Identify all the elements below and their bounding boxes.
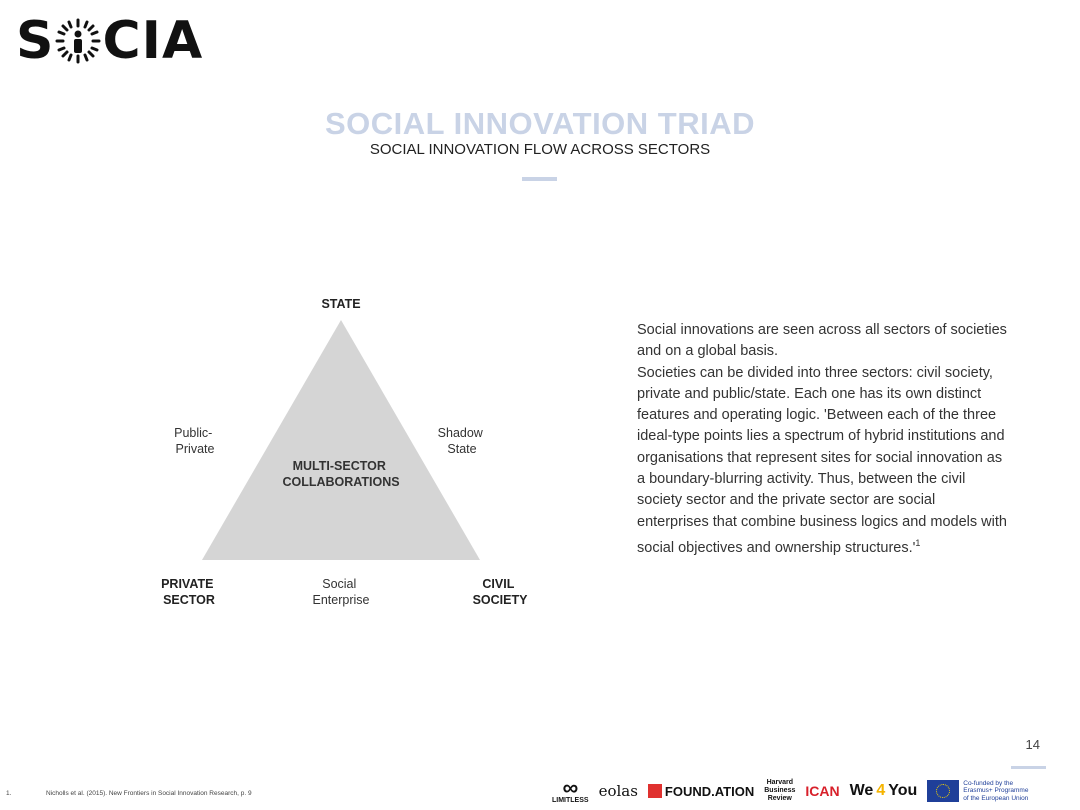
footnote (6, 790, 252, 797)
body-paragraph-1: Social innovations are seen across all sectors of societies and on a global basis. (637, 322, 1007, 360)
eu-flag-icon (927, 780, 959, 802)
social-innovation-triad-diagram (150, 288, 550, 618)
page-subtitle: SOCIAL INNOVATION FLOW ACROSS SECTORS (369, 141, 711, 158)
footnote-reference: 1 (915, 537, 921, 548)
label-state: STATE (321, 297, 361, 311)
label-civil-society: CIVIL SOCIETY (472, 577, 528, 607)
eolas-logo: eolas (598, 782, 638, 800)
page-number: 14 (1025, 737, 1040, 752)
partner-logos (552, 774, 1076, 808)
triad-triangle (202, 320, 480, 560)
footnote-number: 1. (6, 790, 12, 797)
ican-logo: ICAN (805, 783, 840, 799)
logo-text-left: S (16, 11, 55, 71)
socia-logo (16, 11, 204, 71)
infinity-icon: ∞ (562, 774, 579, 800)
page-title: SOCIAL INNOVATION TRIAD (325, 106, 755, 141)
label-shadow-state: Shadow State (437, 426, 483, 456)
title-divider (522, 177, 557, 181)
footnote-text: Nicholls et al. (2015). New Frontiers in Social Innovation Research, p. 9 (46, 790, 252, 797)
erasmus-eu-logo: Co-funded by the Erasmus+ Programme of the European Union (927, 780, 1028, 803)
foundation-square-icon (648, 784, 662, 798)
body-paragraph-2: Societies can be divided into three sectors: civil society, private and public/state. Each one has its own distinct features and operating logic. 'Between each of the three ideal-type points lies a spectrum of hybrid institutions and organisations that represent sites for social innovation as a boundary-blurring activity. Thus, between the civil society sector and the private sector are social enterprises that combine business logics and models with social objectives and ownership $structures.'^1$ (637, 364, 1007, 556)
logo-text-right: CIA (102, 11, 204, 71)
label-multi-sector-collaborations: MULTI-SECTOR COLLABORATIONS (282, 459, 400, 489)
label-private-sector: PRIVATE SECTOR (161, 577, 215, 607)
label-social-enterprise: Social Enterprise (312, 577, 370, 607)
sunburst-person-icon (55, 18, 101, 64)
foundation-logo: FOUND.ATION (648, 784, 754, 799)
harvard-business-review-logo: Harvard Business Review (764, 779, 796, 802)
body-text (637, 320, 1009, 559)
we4you-logo: We 4 You (849, 782, 918, 799)
page-number-divider (1011, 766, 1046, 769)
label-public-private: Public- Private (174, 426, 215, 456)
limitless-logo: ∞ LIMITLESS (552, 774, 589, 804)
